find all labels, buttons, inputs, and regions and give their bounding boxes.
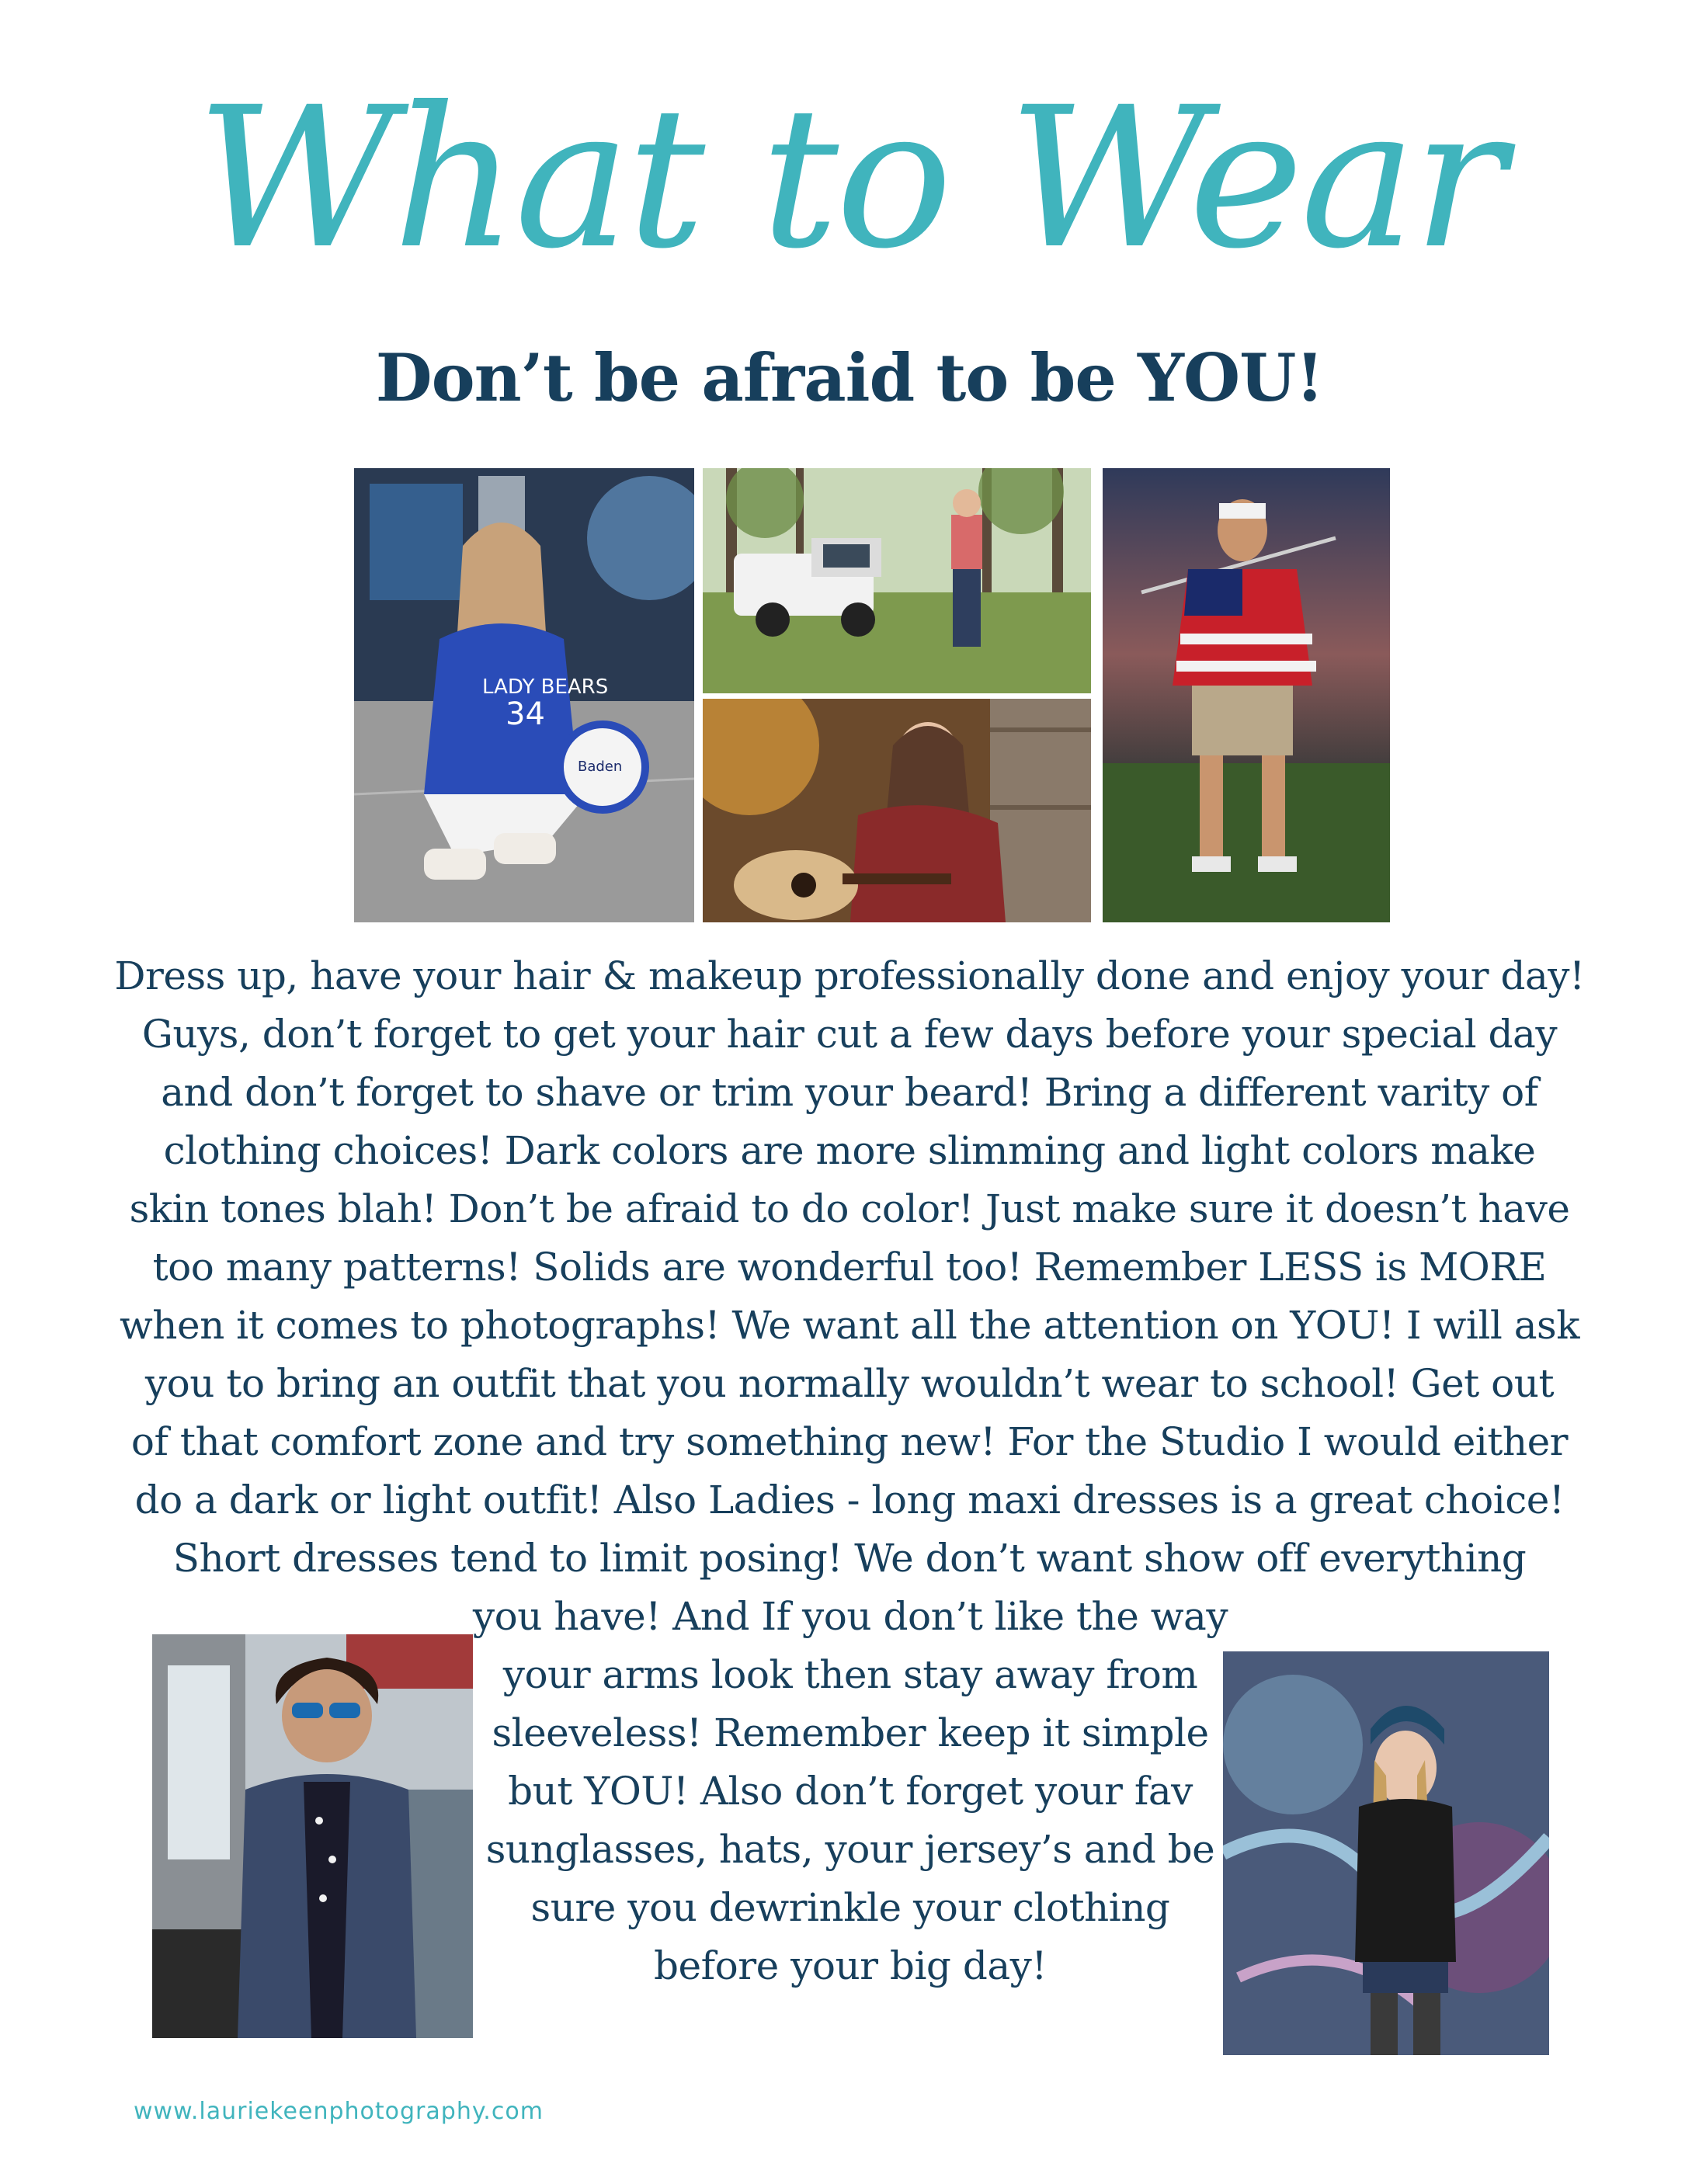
body-line: Short dresses tend to limit posing! We don’t want show off everything bbox=[172, 1536, 1527, 1581]
graffiti-photo-illustration bbox=[1223, 1651, 1549, 2055]
truck-photo-illustration bbox=[703, 468, 1091, 693]
jersey-number: 34 bbox=[506, 696, 545, 732]
body-line: do a dark or light outfit! Also Ladies - long maxi dresses is a great choice! bbox=[134, 1477, 1565, 1523]
body-line: you have! And If you don’t like the way bbox=[472, 1594, 1228, 1639]
body-line: of that comfort zone and try something new! For the Studio I would either bbox=[130, 1419, 1569, 1464]
photo-guitar-senior bbox=[703, 699, 1091, 922]
body-line: sure you dewrinkle your clothing bbox=[530, 1885, 1170, 1930]
body-line: sleeveless! Remember keep it simple bbox=[492, 1710, 1209, 1755]
photo-graffiti-senior bbox=[1223, 1651, 1549, 2055]
photo-sunglasses-senior bbox=[152, 1634, 473, 2038]
photo-truck-senior bbox=[703, 468, 1091, 693]
page-title: What to Wear bbox=[196, 65, 1503, 291]
body-line: but YOU! Also don’t forget your fav bbox=[508, 1769, 1193, 1814]
footer-website: www.lauriekeenphotography.com bbox=[134, 2098, 544, 2125]
body-line: when it comes to photographs! We want all the attention on YOU! I will ask bbox=[119, 1303, 1580, 1348]
body-paragraph-continued bbox=[466, 1588, 1235, 1995]
body-line: sunglasses, hats, your jersey’s and be bbox=[485, 1827, 1215, 1872]
sunglasses-photo-illustration bbox=[152, 1634, 473, 2038]
body-line: before your big day! bbox=[654, 1943, 1047, 1988]
body-line: Dress up, have your hair & makeup professionally done and enjoy your day! bbox=[114, 953, 1585, 998]
body-line: Guys, don’t forget to get your hair cut a few days before your special day bbox=[141, 1012, 1558, 1057]
golf-photo-illustration bbox=[1103, 468, 1390, 922]
jersey-text: LADY BEARS bbox=[482, 675, 609, 699]
body-line: too many patterns! Solids are wonderful too! Remember LESS is MORE bbox=[152, 1245, 1547, 1290]
photo-golf-senior bbox=[1103, 468, 1390, 922]
body-line: you to bring an outfit that you normally wouldn’t wear to school! Get out bbox=[144, 1361, 1555, 1406]
guitar-photo-illustration bbox=[703, 699, 1091, 922]
body-line: and don’t forget to shave or trim your beard! Bring a different varity of bbox=[161, 1070, 1538, 1115]
ball-brand: Baden bbox=[578, 759, 623, 775]
page-subtitle: Don’t be afraid to be YOU! bbox=[375, 339, 1324, 416]
body-paragraph bbox=[101, 947, 1598, 1588]
volleyball-photo-illustration bbox=[354, 468, 694, 922]
body-line: skin tones blah! Don’t be afraid to do color! Just make sure it doesn’t have bbox=[129, 1186, 1570, 1231]
body-line: clothing choices! Dark colors are more slimming and light colors make bbox=[163, 1128, 1536, 1173]
body-line: your arms look then stay away from bbox=[502, 1652, 1198, 1697]
photo-volleyball-senior bbox=[354, 468, 694, 922]
